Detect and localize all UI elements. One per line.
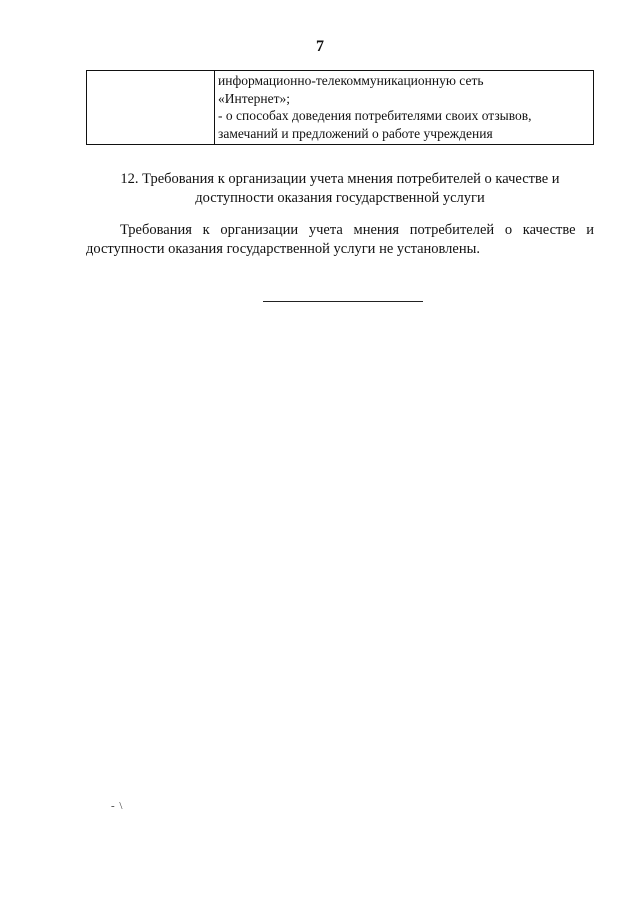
table-cell-left: [87, 71, 215, 145]
scan-mark: - \: [111, 800, 124, 812]
table-cell-line: «Интернет»;: [218, 90, 290, 106]
table-cell-line: замечаний и предложений о работе учреждения: [218, 125, 493, 141]
table-row: [87, 71, 594, 145]
section-heading-line: 12. Требования к организации учета мнения потребителей о качестве и: [120, 171, 560, 187]
table-cell-line: - о способах доведения потребителями своих отзывов,: [218, 108, 532, 123]
end-separator-line: [263, 301, 423, 302]
table-cell-right: [215, 71, 594, 145]
table-cell-line: информационно-телекоммуникационную сеть: [218, 73, 484, 88]
page-number: 7: [316, 38, 324, 55]
section-heading-line: доступности оказания государственной услуги: [195, 190, 485, 206]
services-table: [86, 70, 594, 145]
paragraph-line: доступности оказания государственной услуги не установлены.: [86, 241, 480, 257]
paragraph-line: Требования к организации учета мнения потребителей о качестве и: [120, 222, 594, 238]
section-paragraph: [86, 221, 594, 259]
section-heading: [86, 170, 594, 208]
